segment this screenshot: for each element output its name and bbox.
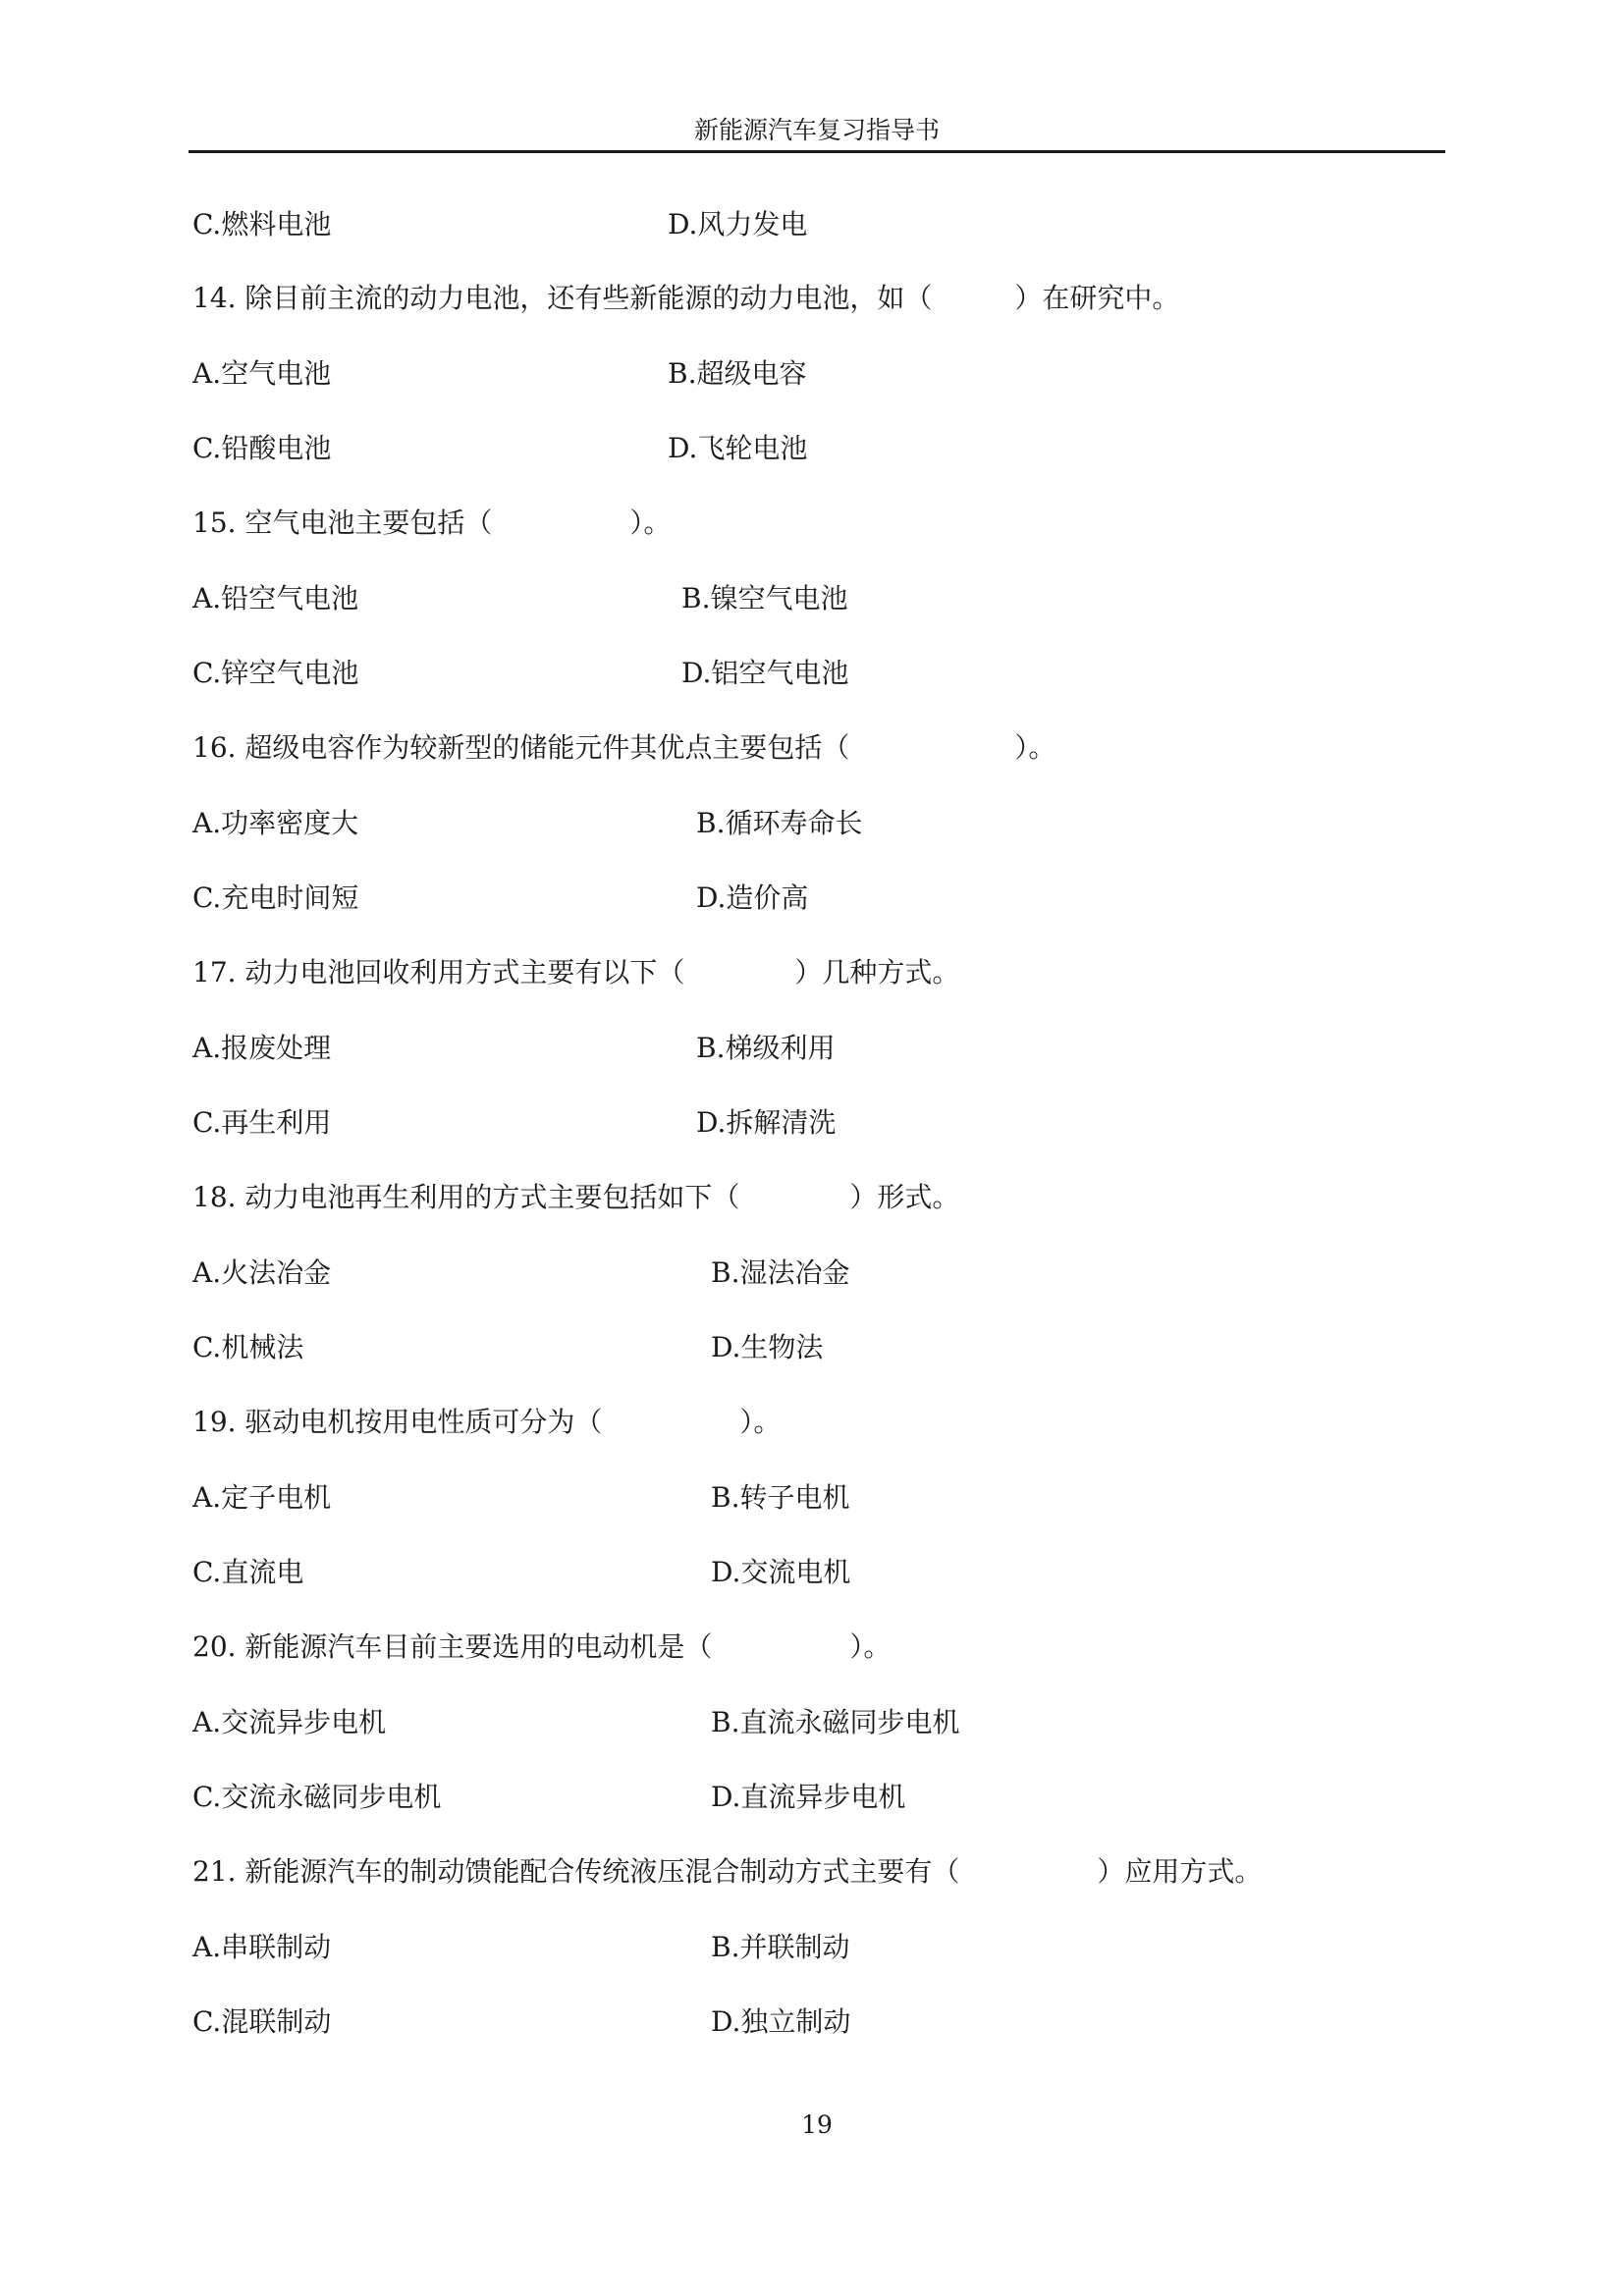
q19-option-c: C.直流电 — [192, 1556, 304, 1588]
q14-stem: 14. 除目前主流的动力电池，还有些新能源的动力电池，如（ ）在研究中。 — [192, 282, 1180, 314]
q18-option-d: D.生物法 — [711, 1331, 824, 1363]
q13-option-c: C.燃料电池 — [192, 208, 332, 240]
q14-option-d: D.飞轮电池 — [668, 432, 808, 464]
page-header: 新能源汽车复习指导书 — [693, 116, 940, 144]
q21-stem: 21. 新能源汽车的制动馈能配合传统液压混合制动方式主要有（ ）应用方式。 — [192, 1855, 1263, 1888]
q17-option-c: C.再生利用 — [192, 1106, 332, 1139]
q21-option-b: B.并联制动 — [711, 1931, 850, 1963]
page-number: 19 — [801, 2110, 833, 2139]
q21-option-a: A.串联制动 — [192, 1931, 332, 1963]
q17-stem: 17. 动力电池回收利用方式主要有以下（ ）几种方式。 — [192, 956, 960, 988]
q14-option-b: B.超级电容 — [668, 357, 807, 390]
header-divider — [189, 150, 1445, 153]
q21-option-c: C.混联制动 — [192, 2005, 332, 2038]
q16-stem: 16. 超级电容作为较新型的储能元件其优点主要包括（ ）。 — [192, 731, 1056, 764]
q18-option-c: C.机械法 — [192, 1331, 304, 1363]
q20-option-a: A.交流异步电机 — [192, 1706, 387, 1738]
q19-option-d: D.交流电机 — [711, 1556, 851, 1588]
q16-option-a: A.功率密度大 — [192, 807, 359, 839]
q19-option-a: A.定子电机 — [192, 1481, 332, 1514]
q16-option-b: B.循环寿命长 — [696, 807, 863, 839]
q17-option-d: D.拆解清洗 — [696, 1106, 837, 1139]
q17-option-a: A.报废处理 — [192, 1032, 332, 1064]
q19-stem: 19. 驱动电机按用电性质可分为（ ）。 — [192, 1406, 782, 1438]
q20-option-c: C.交流永磁同步电机 — [192, 1781, 442, 1813]
q16-option-d: D.造价高 — [696, 881, 809, 914]
q19-option-b: B.转子电机 — [711, 1481, 850, 1514]
q20-stem: 20. 新能源汽车目前主要选用的电动机是（ ）。 — [192, 1630, 892, 1663]
q14-option-c: C.铅酸电池 — [192, 432, 332, 464]
q17-option-b: B.梯级利用 — [696, 1032, 836, 1064]
q15-option-d: D.铝空气电池 — [681, 657, 849, 689]
q15-option-a: A.铅空气电池 — [192, 582, 359, 614]
q14-option-a: A.空气电池 — [192, 357, 332, 390]
q20-option-d: D.直流异步电机 — [711, 1781, 906, 1813]
q15-option-c: C.锌空气电池 — [192, 657, 359, 689]
q18-option-b: B.湿法冶金 — [711, 1256, 850, 1289]
q21-option-d: D.独立制动 — [711, 2005, 851, 2038]
q15-option-b: B.镍空气电池 — [681, 582, 848, 614]
q16-option-c: C.充电时间短 — [192, 881, 359, 914]
q18-option-a: A.火法冶金 — [192, 1256, 332, 1289]
q20-option-b: B.直流永磁同步电机 — [711, 1706, 960, 1738]
q15-stem: 15. 空气电池主要包括（ ）。 — [192, 507, 672, 539]
q18-stem: 18. 动力电池再生利用的方式主要包括如下（ ）形式。 — [192, 1181, 960, 1213]
q13-option-d: D.风力发电 — [668, 208, 808, 240]
